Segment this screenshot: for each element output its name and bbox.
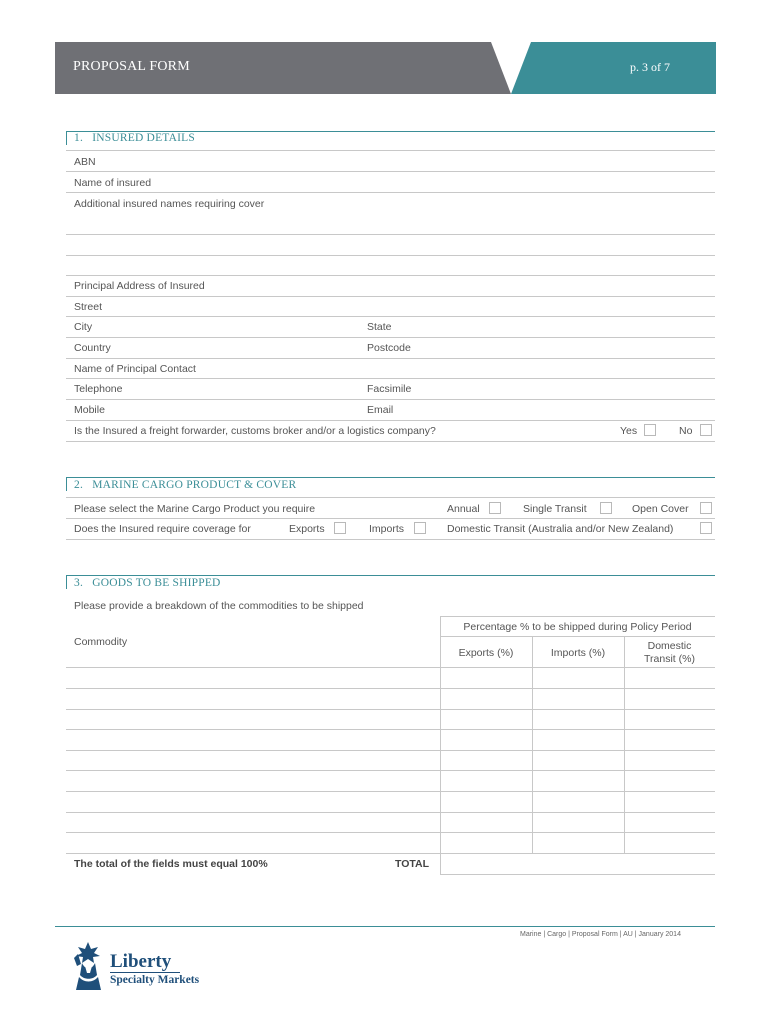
open-cover-label: Open Cover [632,503,689,515]
additional-names-label: Additional insured names requiring cover [74,198,265,210]
footer-text: Marine | Cargo | Proposal Form | AU | January 2014 [520,931,681,938]
imports-percent-header: Imports (%) [550,647,606,659]
domestic-transit-checkbox[interactable] [700,522,712,534]
contact-label: Name of Principal Contact [74,363,196,375]
table-column-divider [532,636,533,853]
table-row[interactable] [66,688,715,689]
abn-label: ABN [74,156,96,168]
domestic-percent-header-line2: Transit (%) [644,653,695,665]
single-transit-checkbox[interactable] [600,502,612,514]
contact-field[interactable] [66,378,715,379]
state-label: State [367,321,392,333]
no-label: No [679,425,693,437]
street-label: Street [74,301,103,313]
section-3-marker [66,575,67,589]
annual-label: Annual [447,503,480,515]
domestic-transit-label: Domestic Transit (Australia and/or New Zealand) [447,523,674,535]
additional-names-field-1[interactable] [66,234,715,235]
principal-address-field[interactable] [66,296,715,297]
exports-percent-header: Exports (%) [458,647,514,659]
country-label: Country [74,342,111,354]
coverage-question: Does the Insured require coverage for [74,523,251,535]
total-field[interactable] [440,874,715,875]
form-title: PROPOSAL FORM [73,59,190,74]
table-row[interactable] [66,791,715,792]
total-note: The total of the fields must equal 100% [74,858,268,870]
email-label: Email [367,404,394,416]
yes-checkbox[interactable] [644,424,656,436]
open-cover-checkbox[interactable] [700,502,712,514]
section-2-marker [66,477,67,491]
field-rule [66,539,715,540]
mobile-label: Mobile [74,404,105,416]
page-number: p. 3 of 7 [630,60,670,74]
table-row[interactable] [66,709,715,710]
table-column-divider [624,636,625,853]
table-row[interactable] [66,812,715,813]
field-rule [66,150,715,151]
additional-names-field-3[interactable] [66,275,715,276]
total-label: TOTAL [395,858,430,870]
field-rule [66,518,715,519]
freight-forwarder-question: Is the Insured a freight forwarder, customs broker and/or a logistics company? [74,425,436,437]
no-checkbox[interactable] [700,424,712,436]
insured-name-field[interactable] [66,192,715,193]
principal-address-label: Principal Address of Insured [74,280,205,292]
percentage-header: Percentage % to be shipped during Policy Period [463,621,692,633]
telephone-label: Telephone [74,383,123,395]
table-row[interactable] [66,667,715,668]
domestic-percent-header-line1: Domestic [647,640,692,652]
field-rule [66,441,715,442]
imports-checkbox[interactable] [414,522,426,534]
table-row[interactable] [66,729,715,730]
mobile-email-field[interactable] [66,420,715,421]
city-label: City [74,321,93,333]
abn-field[interactable] [66,171,715,172]
insured-name-label: Name of insured [74,177,152,189]
commodity-header: Commodity [74,636,128,648]
table-row[interactable] [66,853,715,854]
header-page-tab [511,42,716,94]
yes-label: Yes [620,425,638,437]
section-1-marker [66,131,67,145]
field-rule [66,497,715,498]
table-column-divider [440,616,441,875]
telephone-facsimile-field[interactable] [66,399,715,400]
annual-checkbox[interactable] [489,502,501,514]
exports-label: Exports [289,523,325,535]
section-3-title: 3. GOODS TO BE SHIPPED [74,577,221,589]
commodities-instruction: Please provide a breakdown of the commodities to be shipped [74,600,364,612]
logo-underline [110,972,180,973]
logo-wordmark: Liberty [110,951,172,972]
table-header-rule [440,616,715,617]
product-question: Please select the Marine Cargo Product you require [74,503,316,515]
imports-label: Imports [369,523,405,535]
exports-checkbox[interactable] [334,522,346,534]
facsimile-label: Facsimile [367,383,412,395]
street-field[interactable] [66,316,715,317]
section-3-divider [66,575,715,576]
liberty-logo-icon [68,940,108,992]
country-postcode-field[interactable] [66,358,715,359]
section-2-divider [66,477,715,478]
section-1-title: 1. INSURED DETAILS [74,132,195,144]
logo-subtitle: Specialty Markets [110,974,200,986]
postcode-label: Postcode [367,342,411,354]
city-state-field[interactable] [66,337,715,338]
table-subheader-rule [440,636,715,637]
single-transit-label: Single Transit [523,503,587,515]
additional-names-field-2[interactable] [66,255,715,256]
footer-divider [55,926,715,927]
table-row[interactable] [66,832,715,833]
table-row[interactable] [66,750,715,751]
section-2-title: 2. MARINE CARGO PRODUCT & COVER [74,479,297,491]
table-row[interactable] [66,770,715,771]
